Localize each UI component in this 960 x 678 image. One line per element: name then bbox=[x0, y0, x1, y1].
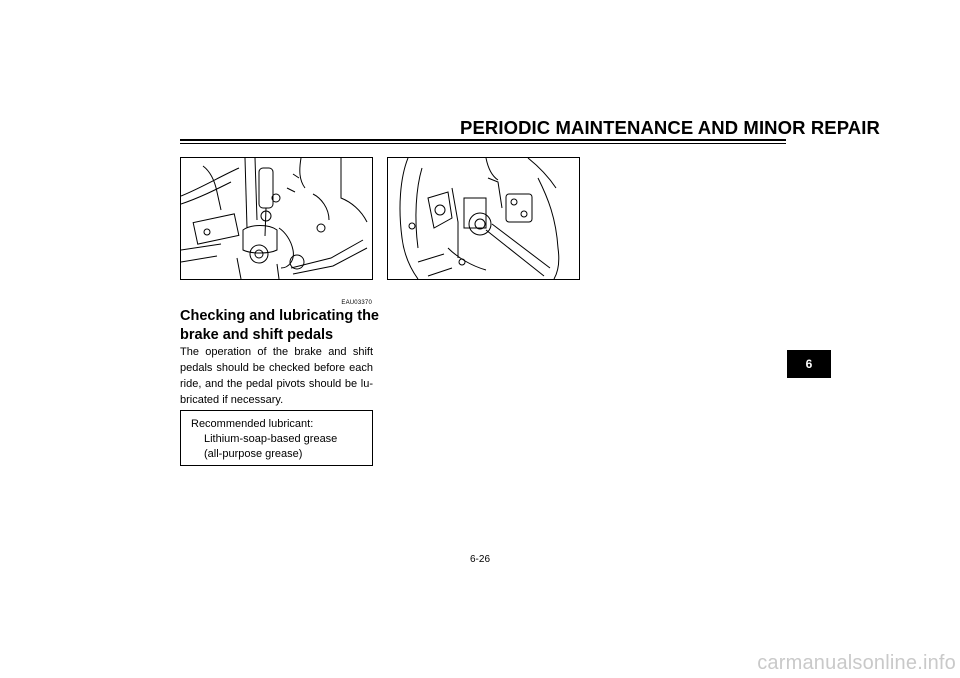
header-rule-thin bbox=[180, 143, 786, 144]
lubricant-label: Recommended lubricant: bbox=[191, 418, 314, 430]
brake-pedal-illustration bbox=[180, 157, 373, 280]
header-rule-thick bbox=[180, 139, 786, 141]
watermark: carmanualsonline.info bbox=[757, 652, 956, 674]
shift-pedal-illustration bbox=[387, 157, 580, 280]
chapter-tab: 6 bbox=[787, 350, 831, 378]
page-number: 6-26 bbox=[469, 554, 490, 565]
lubricant-value-line1: Lithium-soap-based grease bbox=[204, 433, 338, 445]
section-code: EAU03370 bbox=[341, 300, 372, 306]
recommended-lubricant-box bbox=[180, 410, 373, 466]
page-title: PERIODIC MAINTENANCE AND MINOR REPAIR bbox=[460, 117, 880, 138]
section-heading: Checking and lubricating the brake and shift pedals bbox=[180, 308, 379, 343]
section-body: The operation of the brake and shift pedals should be checked before each ride, and the pedal pivots should be lu-bricated if necessary. bbox=[180, 346, 373, 406]
lubricant-value-line2: (all-purpose grease) bbox=[204, 448, 303, 460]
